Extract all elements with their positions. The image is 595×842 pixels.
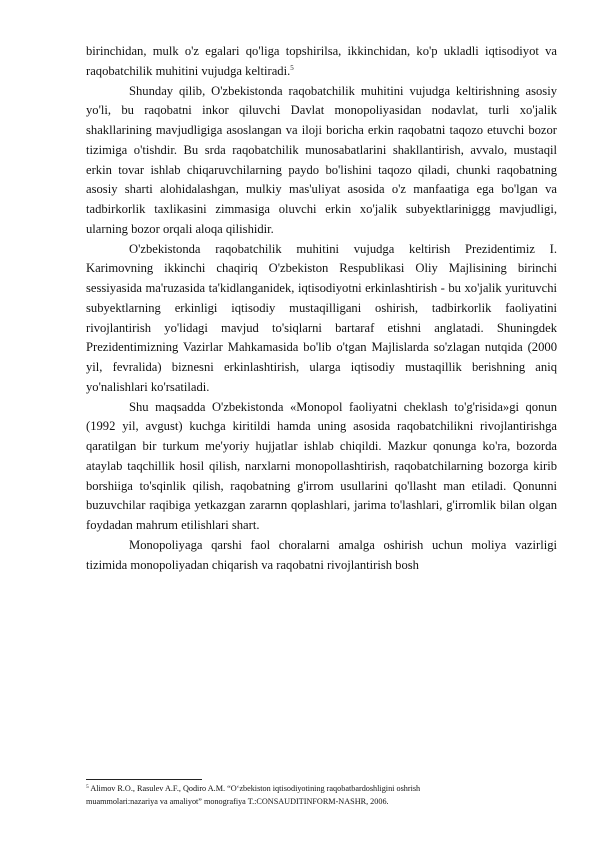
footnote-reference: 5	[290, 63, 294, 72]
paragraph-1	[86, 42, 557, 82]
paragraph-3: O'zbekistonda raqobatchilik muhitini vujudga keltirish Prezidentimiz I. Karimovning ikkinchi chaqiriq O'zbekiston Respublikasi Oliy Majlisining birinchi sessiyasida ma'ruzasida ta'kidlanganidek, iqtisodiyotni erkinlashtirish - bu xo'jalik yurituvchi subyektlarning erkinligi iqtisodiy mustaqilligani oshirish, tadbirkorlik faoliyatini rivojlantirish yo'lidagi mavjud to'siqlarni bartaraf etishni anglatadi. Shuningdek Prezidentimizning Vazirlar Mahkamasida bo'lib o'tgan Majlislarda so'zlagan nutqida (2000 yil, fevralida) biznesni erkinlashtirish, ularga iqtisodiy mustaqillik berishning aniq yo'nalishlari ko'rsatiladi.	[86, 241, 557, 394]
footnote-line-1	[86, 782, 557, 795]
paragraph-2: Shunday qilib, O'zbekistonda raqobatchilik muhitini vujudga keltirishning asosiy yo'li, bu raqobatni inkor qiluvchi Davlat monopoliyasidan nodavlat, turli xo'jalik shakllarining mavjudligiga asoslangan va iloji boricha erkin raqobatni taqozo etuvchi bozor tizimiga o'tishdir. Bu srda raqobatchilik munosabatlarini shakllantirish, avvalo, mustaqil erkin tovar ishlab chiqaruvchilarning paydo bo'lishini taqozo qiladi, chunki raqobatning asosiy sharti alohidalashgan, mulkiy mas'uliyat asosida o'z manfaatiga ega bo'lgan va tadbirkorlik taxlikasini zimmasiga oluvchi erkin xo'jalik subyektlariniggg mavjudligi, ularning bozor orqali aloqa qilishidir.	[86, 83, 557, 236]
body-text	[86, 42, 557, 575]
footnote-citation: Alimov R.O., Rasulev A.F., Qodiro A.M. “O‘zbekiston iqtisodiyotining raqobatbardoshligini oshrish	[90, 784, 421, 793]
paragraph-1-text: birinchidan, mulk o'z egalari qo'liga topshirilsa, ikkinchidan, ko'p ukladli iqtisodiyot va raqobatchilik muhitini vujudga keltiradi.	[86, 44, 557, 78]
footnote	[86, 782, 557, 808]
footnote-number: 5	[86, 784, 89, 790]
footnote-line-2: muammolari:nazariya va amaliyot” monografiya T.:CONSAUDITINFORM-NASHR, 2006.	[86, 797, 389, 806]
paragraph-4: Shu maqsadda O'zbekistonda «Monopol faoliyatni cheklash to'g'risida»gi qonun (1992 yil, avgust) kuchga kiritildi hamda uning asosida raqobatchilikni rivojlantirishga qaratilgan bir turkum me'yoriy hujjatlar ishlab chiqildi. Mazkur qonunga ko'ra, bozorda ataylab taqchillik hosil qilish, narxlarni monopollashtirish, raqobatchilarning bozorga kirib borshiiga to'sqinlik qilish, raqobatning g'irrom usullarini qo'llasht man etiladi. Qonunni buzuvchilar raqibiga yetkazgan zararnn qoplashlari, jarima to'lashlari, g'irromlik bilan olgan foydadan mahrum etilishlari shart.	[86, 399, 557, 532]
paragraph-5: Monopoliyaga qarshi faol choralarni amalga oshirish uchun moliya vazirligi tizimida monopoliyadan chiqarish va raqobatni rivojlantirish bosh	[86, 537, 557, 572]
footnote-separator	[86, 779, 202, 780]
